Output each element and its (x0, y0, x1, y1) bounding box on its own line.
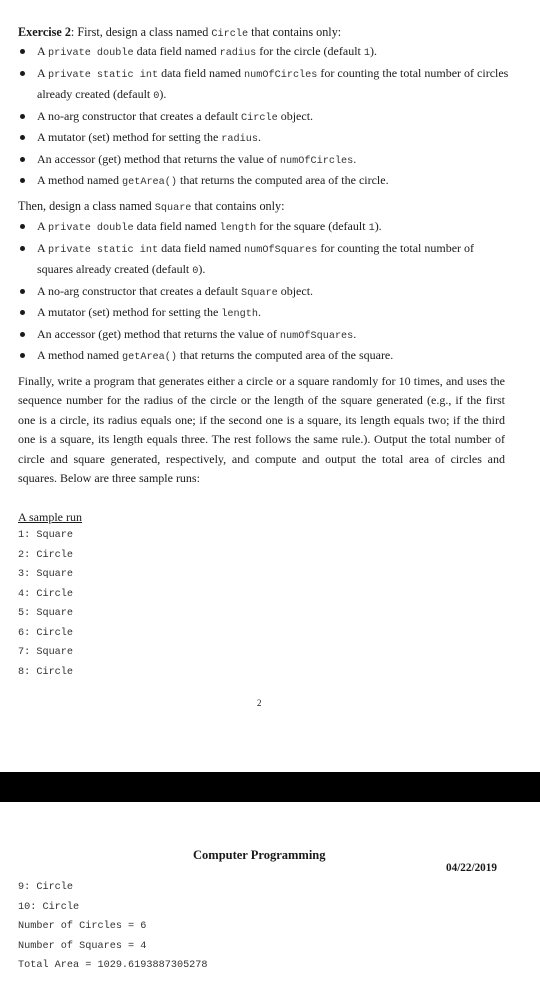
exercise-intro-end: that contains only: (248, 25, 342, 39)
program-description: Finally, write a program that generates either a circle or a square randomly for 10 times, and uses the sequence number for the radius of the circle or the length of the square generated (e.g., if the first one is a circle, its radius equals one; if the second one is a square, its length equals two; if the third one is a square, its length equals three. The rest follows the same rule.). Output the total number of circle and square generated, respectively, and compute and output the total area of circles and squares. Below are three sample runs: (18, 374, 505, 486)
item-text: A no-arg constructor that creates a default (37, 108, 242, 123)
square-intro-after: that contains only: (191, 199, 285, 213)
code-text: 0 (153, 91, 160, 102)
square-class-name: Square (154, 203, 192, 214)
item-text: object. (277, 108, 314, 123)
sample-run-title: A sample run (18, 510, 82, 524)
circle-class-name: Circle (211, 29, 249, 40)
code-text: numOfCircles (244, 69, 318, 81)
item-text: A method named (37, 348, 122, 362)
output-line: 7: Square (18, 647, 74, 658)
square-requirement-item (18, 346, 513, 368)
output-line: 1: Square (18, 530, 74, 541)
item-text: for the circle (default (256, 44, 364, 58)
output-line: 10: Circle (18, 901, 80, 913)
code-text: length (219, 223, 257, 234)
item-text: A method named (37, 173, 122, 187)
code-text: numOfSquares (279, 330, 354, 342)
circle-requirement-item (18, 150, 513, 172)
square-intro-before: Then, design a class named (18, 199, 155, 213)
circle-requirement-item (18, 171, 513, 193)
exercise-intro: : First, design a class named (70, 25, 212, 39)
item-text: ). (370, 44, 377, 58)
item-text: ). (159, 87, 167, 101)
code-text: private double (48, 48, 134, 59)
item-text: data field named (133, 219, 220, 233)
code-text: private double (48, 223, 134, 234)
item-text: A (37, 240, 49, 255)
circle-requirements-list (18, 42, 513, 193)
document-date: 04/22/2019 (446, 862, 497, 874)
item-text: A mutator (set) method for setting the (37, 130, 222, 144)
code-text: length (221, 309, 258, 320)
output-line: Number of Squares = 4 (18, 940, 147, 952)
course-title: Computer Programming (193, 848, 326, 862)
item-text: . (257, 305, 261, 319)
square-requirement-item (18, 217, 513, 239)
code-text: getArea() (121, 177, 178, 188)
code-text: radius (219, 48, 257, 59)
square-requirement-item (18, 325, 513, 347)
page-separator (0, 772, 540, 802)
item-text: that returns the computed area of the square. (177, 348, 394, 362)
item-text: for counting the total number of squares already created (default (37, 240, 475, 276)
code-text: getArea() (121, 352, 178, 363)
circle-requirement-item (18, 128, 513, 150)
item-text: object. (277, 283, 314, 298)
square-intro (18, 199, 285, 214)
sample-run-output (18, 526, 73, 682)
square-requirements-list (18, 217, 513, 368)
item-text: data field named (158, 240, 245, 255)
code-text: Circle (241, 112, 278, 124)
sample-run-output-continued (18, 878, 208, 976)
item-text: data field named (158, 65, 245, 80)
item-text: An accessor (get) method that returns the value of (37, 326, 280, 341)
document-page-2 (0, 802, 540, 1001)
output-line: 4: Circle (18, 588, 74, 600)
code-text: radius (221, 134, 258, 145)
item-text: A no-arg constructor that creates a default (37, 283, 242, 298)
output-line: 2: Circle (18, 549, 74, 561)
output-line: Total Area = 1029.6193887305278 (18, 960, 208, 971)
output-line: 8: Circle (18, 666, 74, 678)
code-text: numOfCircles (279, 155, 354, 167)
item-text: . (257, 130, 261, 144)
output-line: 9: Circle (18, 882, 74, 893)
item-text: A (37, 219, 49, 233)
item-text: ). (374, 219, 382, 233)
code-text: 1 (363, 48, 370, 59)
item-text: ). (198, 262, 206, 276)
output-line: 6: Circle (18, 627, 74, 639)
code-text: private static int (48, 69, 159, 81)
item-text: . (353, 151, 357, 166)
circle-requirement-item (18, 64, 513, 107)
exercise-label: Exercise 2 (18, 25, 71, 39)
output-line: 3: Square (18, 569, 74, 580)
code-text: Square (241, 287, 278, 299)
item-text: data field named (133, 44, 220, 58)
code-text: 1 (368, 223, 375, 234)
item-text: A mutator (set) method for setting the (37, 305, 222, 319)
item-text: for the square (default (256, 219, 369, 233)
code-text: numOfSquares (244, 244, 318, 256)
item-text: . (353, 326, 357, 341)
exercise-heading (18, 25, 341, 40)
item-text: for counting the total number of circles already created (default (37, 65, 509, 101)
item-text: A (37, 65, 49, 80)
square-requirement-item (18, 239, 513, 282)
output-line: Number of Circles = 6 (18, 921, 147, 932)
page-number: 2 (257, 698, 262, 708)
square-requirement-item (18, 303, 513, 325)
square-requirement-item (18, 282, 513, 304)
item-text: An accessor (get) method that returns the value of (37, 151, 280, 166)
item-text: A (37, 44, 49, 58)
code-text: private static int (48, 244, 159, 256)
item-text: that returns the computed area of the circle. (177, 173, 389, 187)
output-line: 5: Square (18, 608, 74, 619)
circle-requirement-item (18, 107, 513, 129)
code-text: 0 (192, 266, 199, 277)
circle-requirement-item (18, 42, 513, 64)
